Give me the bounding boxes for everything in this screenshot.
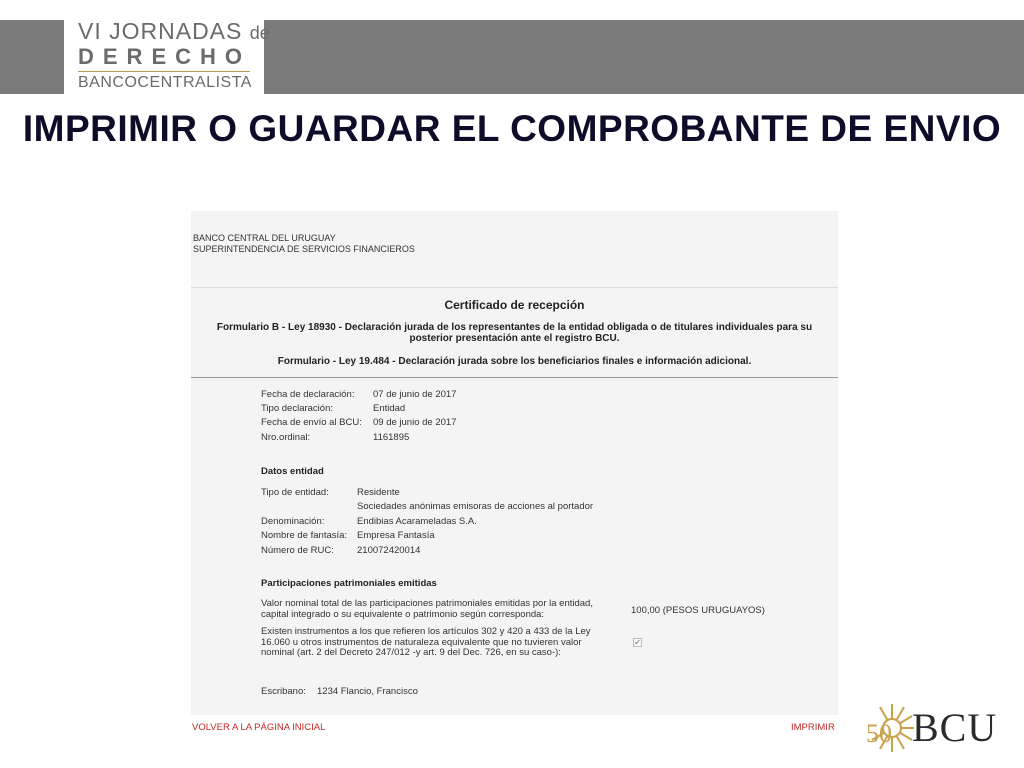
sun-emblem-icon	[864, 700, 914, 756]
bank-header	[193, 233, 415, 255]
logo-divider	[78, 71, 250, 72]
slide-title: IMPRIMIR O GUARDAR EL COMPROBANTE DE ENVIO	[22, 108, 1002, 149]
certificate-title: Certificado de recepción	[444, 298, 585, 312]
field-label: Fecha de declaración:	[261, 389, 355, 400]
submission-date-value: 09 de junio de 2017	[373, 417, 457, 428]
participations-heading: Participaciones patrimoniales emitidas	[261, 578, 437, 589]
bank-name: BANCO CENTRAL DEL URUGUAY	[193, 233, 336, 243]
trade-name-value: Empresa Fantasía	[357, 530, 435, 541]
jornadas-logo	[64, 10, 270, 96]
form-b-title: Formulario B - Ley 18930 - Declaración jurada de los representantes de la entidad obligada o de titulares individuales para su posterior presentación ante el registro BCU.	[216, 322, 813, 344]
anniversary-number: 50	[866, 719, 892, 748]
logo-line-1: VI JORNADAS de	[78, 18, 270, 44]
bank-division: SUPERINTENDENCIA DE SERVICIOS FINANCIEROS	[193, 244, 415, 254]
instruments-checkbox[interactable]: ✔	[634, 638, 641, 647]
field-label: Fecha de envío al BCU:	[261, 417, 362, 428]
nominal-value-text: Valor nominal total de las participaciones patrimoniales emitidas por la entidad, capital integrado o su equivalente o patrimonio según corresponda:	[261, 598, 593, 620]
nominal-value-amount: 100,00 (PESOS URUGUAYOS)	[631, 605, 765, 616]
field-label: Tipo de entidad:	[261, 487, 329, 498]
entity-type-detail: Sociedades anónimas emisoras de acciones al portador	[357, 501, 594, 512]
ruc-value: 210072420014	[357, 545, 421, 556]
certificate-panel	[191, 211, 838, 715]
logo-line-3: BANCOCENTRALISTA	[78, 74, 252, 91]
print-link[interactable]: IMPRIMIR	[791, 722, 835, 733]
bcu-wordmark: BCU	[912, 705, 998, 750]
field-label: Número de RUC:	[261, 545, 334, 556]
denomination-value: Endibias Acarameladas S.A.	[357, 516, 477, 527]
entity-heading: Datos entidad	[261, 466, 324, 477]
back-to-home-link[interactable]: VOLVER A LA PÁGINA INICIAL	[192, 722, 326, 733]
field-label: Nombre de fantasía:	[261, 530, 348, 541]
form-ley-title: Formulario - Ley 19.484 - Declaración jurada sobre los beneficiarios finales e información adicional.	[277, 356, 752, 367]
divider	[191, 287, 838, 288]
field-label: Nro.ordinal:	[261, 432, 311, 443]
logo-line-2: DERECHO	[78, 44, 252, 69]
divider	[191, 377, 838, 378]
instruments-text: Existen instrumentos a los que refieren los artículos 302 y 420 a 433 de la Ley 16.060 u otros instrumentos de naturaleza equivalente que no tuvieren valor nominal (art. 2 del Decreto 247/012 -y art. 9 del Dec. 726, en su caso-):	[261, 626, 591, 658]
entity-type-value: Residente	[357, 487, 400, 498]
notary-value: 1234 Flancio, Francisco	[317, 686, 418, 697]
declaration-type-value: Entidad	[373, 403, 406, 414]
field-label: Denominación:	[261, 516, 325, 527]
bcu-logo	[864, 700, 1004, 756]
declaration-date-value: 07 de junio de 2017	[373, 389, 457, 400]
field-label: Tipo declaración:	[261, 403, 333, 414]
field-label: Escribano:	[261, 686, 306, 697]
ordinal-value: 1161895	[373, 432, 410, 443]
